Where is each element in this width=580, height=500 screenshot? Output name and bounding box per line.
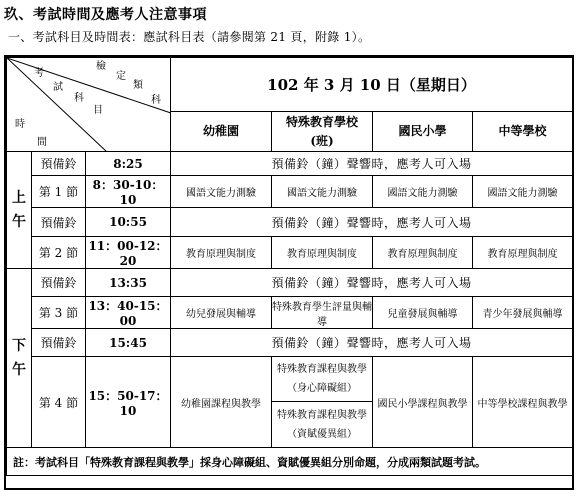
column-header-line: 特殊教育學校 (286, 114, 359, 129)
subject-cell: 兒童發展與輔導 (373, 297, 473, 329)
corner-label-char: 檢 (96, 61, 106, 72)
warning-bell-label: 預備鈴 (32, 152, 86, 176)
period-time: 8：30-10：10 (86, 176, 171, 208)
corner-label-char: 時 (15, 119, 25, 130)
table-row (7, 357, 573, 402)
special-ed-disability-cell (272, 357, 373, 402)
section-heading: 玖、考試時間及應考人注意事項 (4, 7, 207, 23)
header-row-1 (7, 58, 573, 112)
corner-label-char: 科 (151, 95, 161, 106)
table-row (7, 176, 573, 208)
subject-cell: 國民小學課程與教學 (373, 357, 473, 448)
subject-cell: 特殊教育學生評量與輔導 (272, 297, 373, 329)
period-time: 13：40-15：00 (86, 297, 171, 329)
section-subheading: 一、考試科目及時間表：應試科目表（請參閱第 21 頁，附錄 1）。 (8, 30, 371, 44)
corner-label-char: 考 (34, 68, 44, 79)
corner-label-char: 試 (53, 82, 63, 93)
subject-cell: 幼稚園課程與教學 (171, 357, 272, 448)
bell-time: 10:55 (86, 208, 171, 237)
half-day-char: 下 (12, 338, 26, 354)
column-header-elementary: 國民小學 (373, 112, 473, 152)
afternoon-label (7, 269, 32, 448)
period-label: 第 3 節 (32, 297, 86, 329)
corner-label-char: 科 (74, 93, 84, 104)
half-day-char: 上 (12, 190, 26, 206)
subject-cell: 國語文能力測驗 (373, 176, 473, 208)
subject-cell: 國語文能力測驗 (171, 176, 272, 208)
half-day-char: 午 (12, 214, 26, 230)
half-day-char: 午 (12, 362, 26, 378)
subject-line: 特殊教育課程與教學 (277, 364, 368, 375)
bell-time: 13:35 (86, 269, 171, 297)
subject-cell: 教育原理與制度 (373, 237, 473, 269)
warning-bell-text: 預備鈴（鐘）聲響時，應考人可入場 (171, 152, 573, 176)
subject-cell: 國語文能力測驗 (473, 176, 573, 208)
table-row (7, 269, 573, 297)
subject-cell: 教育原理與制度 (473, 237, 573, 269)
subject-cell: 幼兒發展與輔導 (171, 297, 272, 329)
subject-line: 特殊教育課程與教學 (277, 409, 368, 421)
table-row (7, 237, 573, 269)
column-header-kindergarten: 幼稚園 (171, 112, 272, 152)
table-row (7, 297, 573, 329)
exam-date: 102 年 3 月 10 日（星期日） (171, 58, 573, 112)
warning-bell-text: 預備鈴（鐘）聲響時，應考人可入場 (171, 329, 573, 357)
corner-label-char: 目 (93, 105, 103, 116)
corner-label-char: 類 (133, 80, 143, 91)
period-label: 第 1 節 (32, 176, 86, 208)
subject-cell: 青少年發展與輔導 (473, 297, 573, 329)
diagonal-lines (7, 58, 171, 152)
table-row (7, 152, 573, 176)
subject-cell: 教育原理與制度 (171, 237, 272, 269)
period-label: 第 4 節 (32, 357, 86, 448)
warning-bell-label: 預備鈴 (32, 208, 86, 237)
warning-bell-label: 預備鈴 (32, 329, 86, 357)
morning-label (7, 152, 32, 269)
subject-cell: 國語文能力測驗 (272, 176, 373, 208)
bell-time: 8:25 (86, 152, 171, 176)
column-header-special-education (272, 112, 373, 152)
special-ed-gifted-cell (272, 402, 373, 448)
warning-bell-text: 預備鈴（鐘）聲響時，應考人可入場 (171, 208, 573, 237)
exam-schedule-table (6, 57, 573, 476)
warning-bell-text: 預備鈴（鐘）聲響時，應考人可入場 (171, 269, 573, 297)
period-time: 15：50-17：10 (86, 357, 171, 448)
period-time: 11：00-12：20 (86, 237, 171, 269)
corner-diagonal-header (7, 58, 171, 152)
subject-cell: 中等學校課程與教學 (473, 357, 573, 448)
corner-label-char: 間 (37, 137, 47, 148)
footnote-row (7, 448, 573, 476)
corner-label-char: 定 (116, 71, 126, 82)
warning-bell-label: 預備鈴 (32, 269, 86, 297)
column-header-secondary: 中等學校 (473, 112, 573, 152)
subject-cell: 教育原理與制度 (272, 237, 373, 269)
subject-line: （資賦優異組） (287, 428, 358, 440)
column-header-line: (班) (310, 133, 334, 148)
footnote: 註：考試科目「特殊教育課程與教學」採身心障礙組、資賦優異組分別命題，分成兩類試題考試。 (7, 448, 573, 476)
subject-line: （身心障礙組） (287, 383, 358, 394)
period-label: 第 2 節 (32, 237, 86, 269)
table-row (7, 208, 573, 237)
table-row (7, 329, 573, 357)
bell-time: 15:45 (86, 329, 171, 357)
